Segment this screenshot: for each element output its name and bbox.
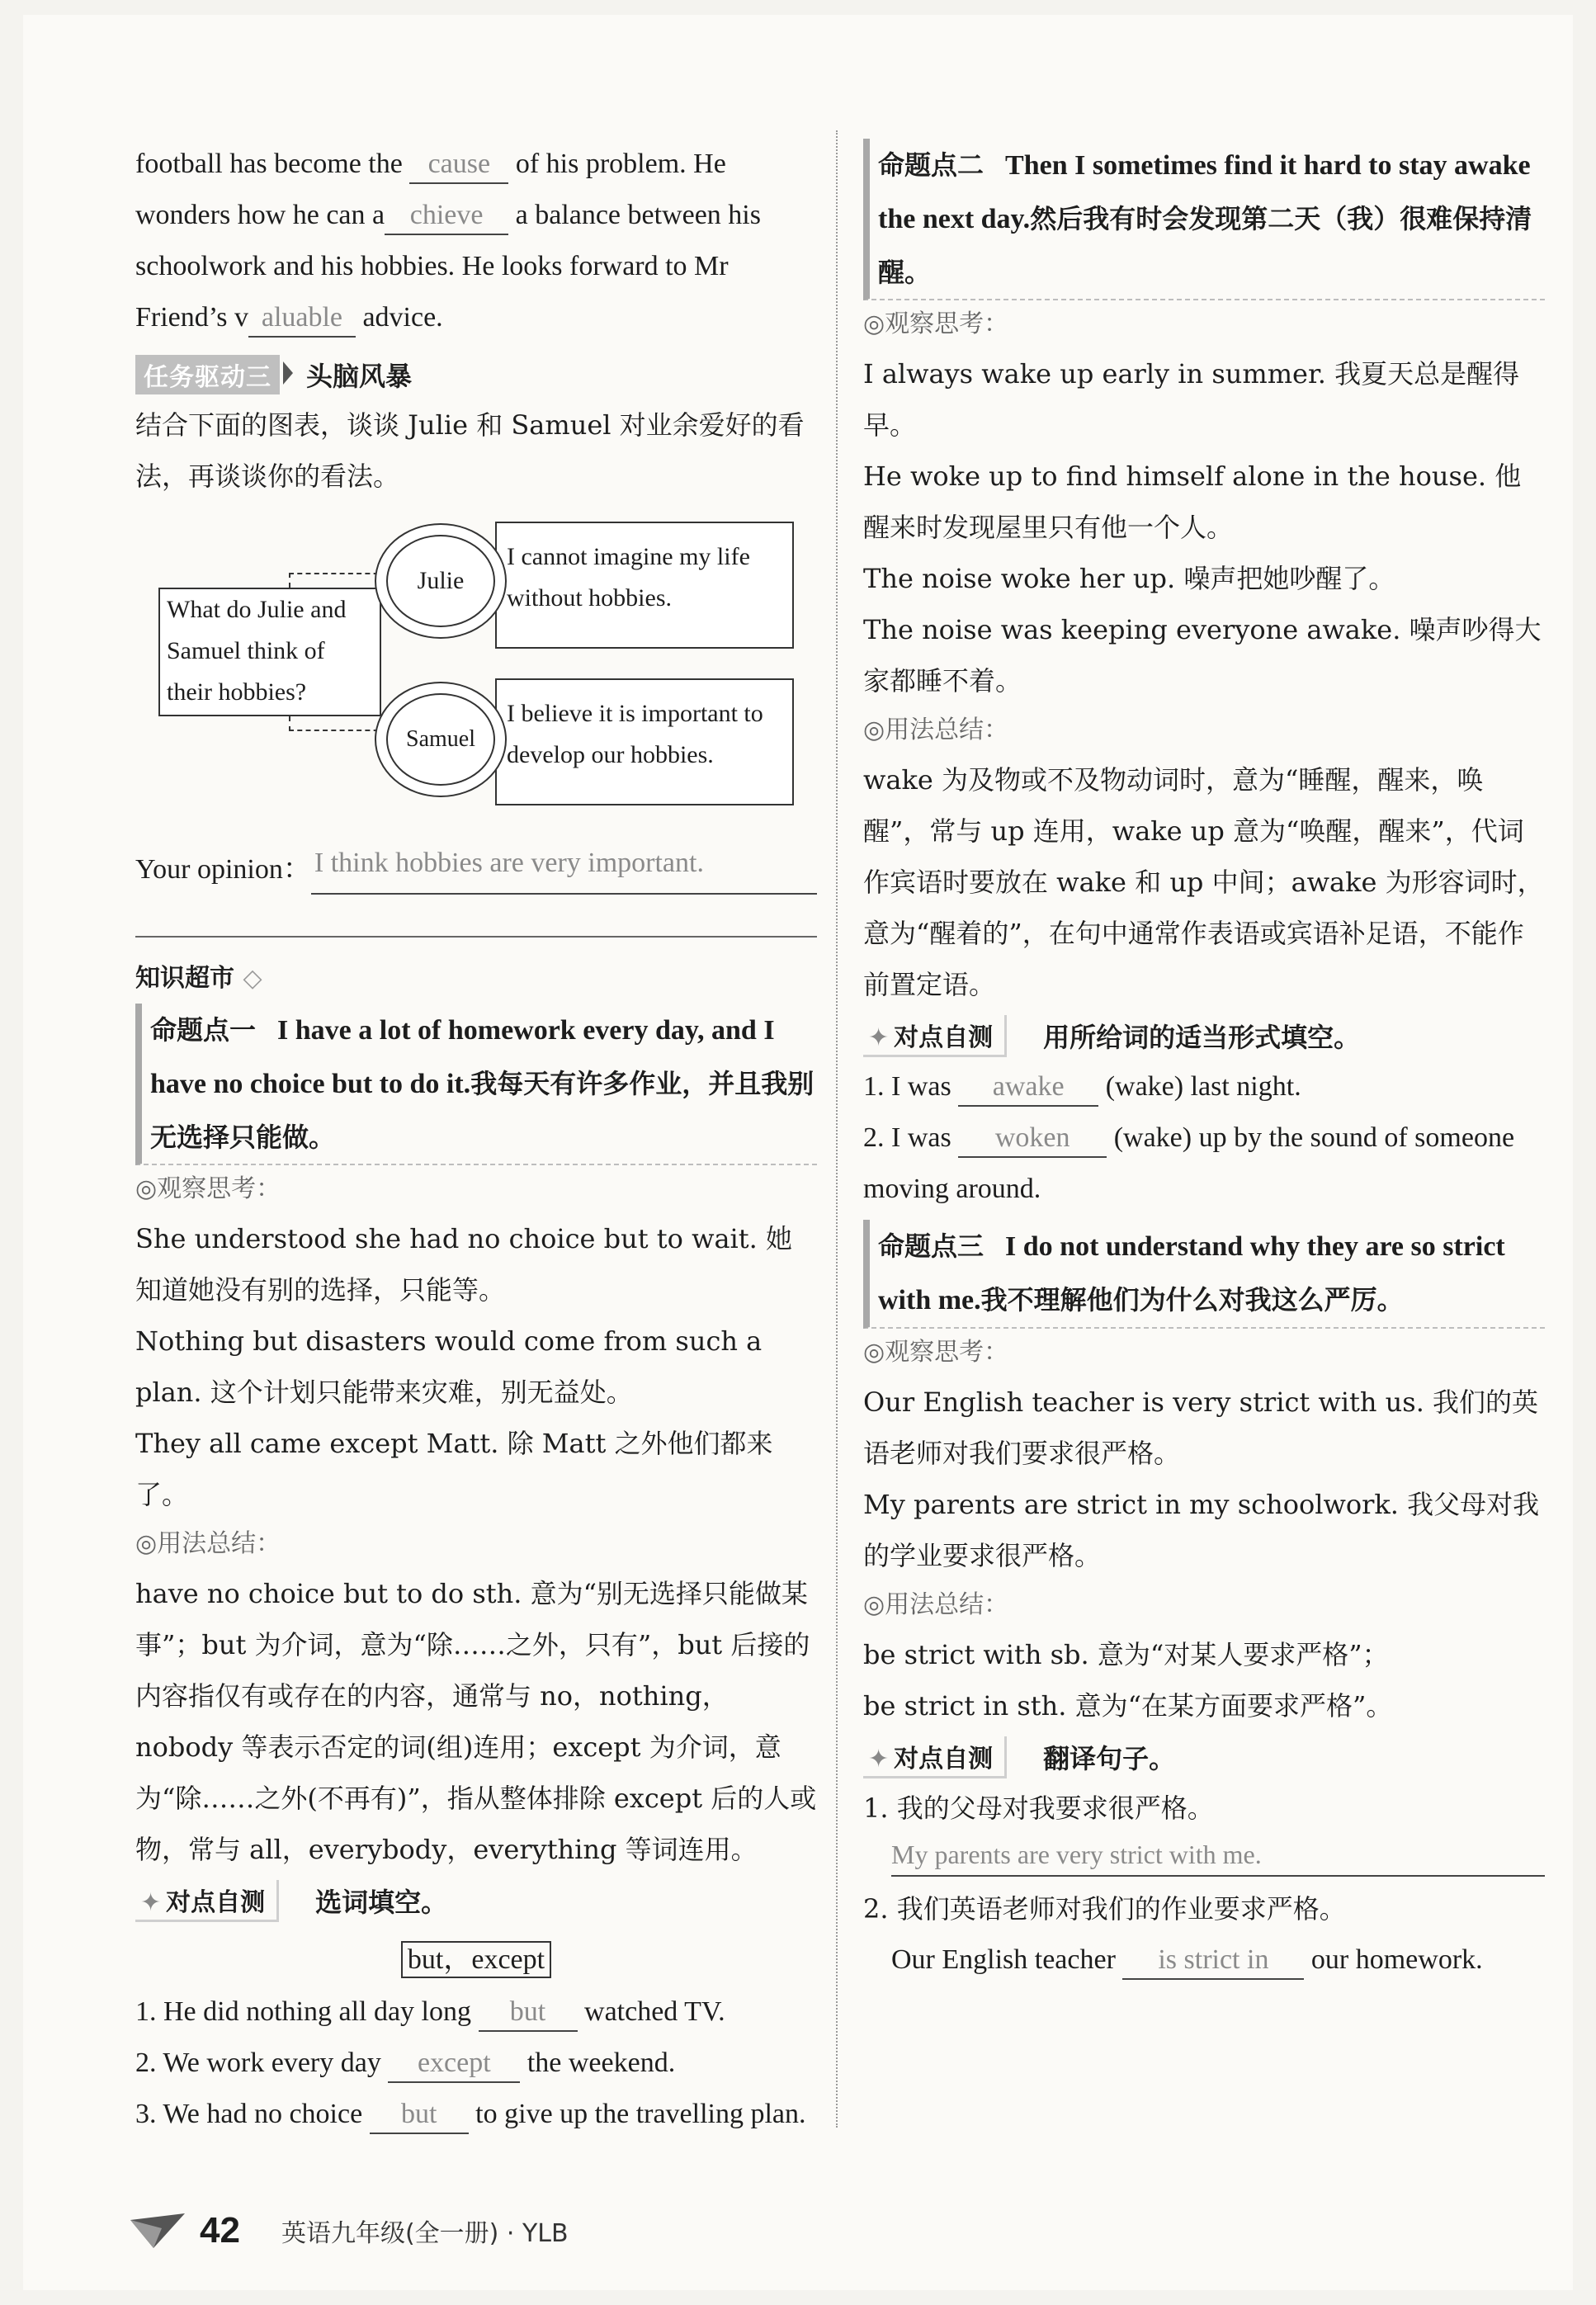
julie-ellipse [375,523,507,639]
topic-1-zh: 我每天有许多作业，并且我别无选择只能做。 [150,1068,815,1153]
connector-bottom-v [289,716,290,731]
paper-plane-icon [129,2210,187,2251]
exercise-answer: but [370,2096,469,2134]
observe-example-1: Our English teacher is very strict with us. 我们的英语老师对我们要求很严格。 [863,1386,1539,1469]
samuel-quote-box: I believe it is important to develop our hobbies. [495,678,794,805]
exercise-answer: awake [958,1069,1098,1107]
exercise-answer: woken [958,1120,1107,1158]
opinion-answer: I think hobbies are very important. [311,845,817,895]
knowledge-market-title: 知识超市 ◇ [135,964,262,993]
translation-question-1: 1. 我的父母对我要求很严格。 [863,1793,1214,1824]
right-column [863,139,1545,1986]
topic-1 [135,1004,817,1165]
usage-label: ◎用法总结： [863,1590,1009,1619]
topic-3-en: I do not understand why they are so strict with me. [878,1231,1505,1315]
samuel-name: Samuel [406,726,475,752]
exercise-item: 1. I was awake (wake) last night. [863,1061,1545,1112]
observe-example-2: My parents are strict in my schoolwork. 我父母对我的学业要求很严格。 [863,1489,1540,1571]
exercise-answer: except [388,2045,520,2083]
answer-achieve: chieve [385,197,508,235]
word-box: but，except [135,1936,817,1977]
topic-3-tag: 命题点三 [878,1230,985,1262]
self-test-tag: ✦ 对点自测 [863,1015,1007,1057]
sparkle-icon: ✦ [140,1887,162,1917]
workbook-page [23,15,1573,2290]
opinion-label: Your opinion： [135,854,311,885]
observe-example-1: She understood she had no choice but to wait. 她知道她没有别的选择，只能等。 [135,1223,792,1306]
sparkle-icon: ✦ [868,1023,890,1052]
julie-name: Julie [417,567,465,594]
usage-summary: have no choice but to do sth. 意为“别无选择只能做某事”；but 为介词，意为“除……之外，只有”，but 后接的内容指仅有或存在的内容，通常与 no，nothing，nobody 等表示否定的词(组)连用；except 为介词，意为“除……之外(不再有)”，指从整体排除 except 后的人或物，常与 all，everybody，everything 等词连用。 [135,1578,817,1865]
answer-cause: cause [409,146,508,184]
observe-example-4: The noise was keeping everyone awake. 噪声吵得大家都睡不着。 [863,614,1542,697]
page-footer [129,2210,569,2251]
self-test-tag: ✦ 对点自测 [863,1736,1007,1778]
observe-example-3: They all came except Matt. 除 Matt 之外他们都来了。 [135,1428,773,1510]
observe-example-2: Nothing but disasters would come from such a plan. 这个计划只能带来灾难，别无益处。 [135,1325,763,1408]
samuel-ellipse [375,682,507,797]
topic-2-en: Then I sometimes find it hard to stay awake the next day. [878,150,1531,234]
task-header [135,350,817,399]
self-test-instruction: 翻译句子。 [1043,1743,1176,1774]
julie-quote-box: I cannot imagine my life without hobbies. [495,522,794,649]
topic-3 [863,1220,1545,1329]
column-divider [836,130,838,2128]
usage-line-2: be strict in sth. 意为“在某方面要求严格”。 [863,1690,1393,1722]
diagram-question-box: What do Julie and Samuel think of their hobbies? [158,588,381,716]
topic-3-zh: 我不理解他们为什么对我这么严厉。 [980,1284,1404,1315]
self-test-instruction: 选词填空。 [315,1887,448,1918]
observe-label: ◎观察思考： [135,1174,281,1203]
usage-label: ◎用法总结： [135,1529,281,1558]
usage-label: ◎用法总结： [863,716,1009,744]
self-test-header [863,1731,1545,1783]
book-title: 英语九年级(全一册) · YLB [281,2219,569,2248]
self-test-header [863,1010,1545,1061]
translation-answer-1: My parents are very strict with me. [891,1834,1545,1877]
hobby-diagram [135,515,817,837]
observe-example-2: He woke up to find himself alone in the house. 他醒来时发现屋里只有他一个人。 [863,461,1522,543]
exercise-answer: but [479,1994,578,2032]
translation-answer-2: is strict in [1122,1942,1304,1980]
exercise-item: 1. He did nothing all day long but watched TV. [135,1986,817,2038]
observe-example-3: The noise woke her up. 噪声把她吵醒了。 [863,563,1395,594]
usage-line-1: be strict with sb. 意为“对某人要求严格”； [863,1639,1389,1670]
task-tag: 任务驱动三 [135,355,280,394]
observe-label: ◎观察思考： [863,309,1009,338]
observe-label: ◎观察思考： [863,1338,1009,1367]
exercise-item: 2. We work every day except the weekend. [135,2038,817,2089]
exercise-item: 3. We had no choice but to give up the travelling plan. [135,2089,817,2140]
usage-summary: wake 为及物或不及物动词时，意为“睡醒，醒来，唤醒”，常与 up 连用，wake up 意为“唤醒，醒来”，代词作宾语时要放在 wake 和 up 中间；awake 为形容词时，意为“醒着的”，在句中通常作表语或宾语补足语，不能作前置定语。 [863,764,1544,1000]
self-test-tag: ✦ 对点自测 [135,1880,279,1922]
intro-paragraph: football has become the cause of his problem. He wonders how he can a chieve a balance between his schoolwork and his hobbies. He looks forward to Mr Friend’s v aluable advice. [135,139,817,343]
observe-example-1: I always wake up early in summer. 我夏天总是醒得早。 [863,358,1520,441]
section-rule [135,936,817,938]
topic-2 [863,139,1545,300]
topic-1-tag: 命题点一 [150,1014,257,1046]
left-column [135,139,817,2140]
topic-1-en: I have a lot of homework every day, and I have no choice but to do it. [150,1015,775,1099]
topic-2-tag: 命题点二 [878,149,985,181]
self-test-header [135,1875,817,1926]
topic-2-zh: 然后我有时会发现第二天（我）很难保持清醒。 [878,203,1532,288]
translation-item-2: Our English teacher is strict in our homework. [863,1934,1545,1986]
answer-valuable: aluable [248,300,356,338]
connector-top-v [289,573,290,588]
your-opinion [135,845,817,895]
translation-question-2: 2. 我们英语老师对我们的作业要求严格。 [863,1893,1346,1925]
page-number: 42 [200,2210,240,2251]
task-title: 头脑风暴 [306,361,413,392]
task-instruction: 结合下面的图表，谈谈 Julie 和 Samuel 对业余爱好的看法，再谈谈你的看法。 [135,409,805,492]
sparkle-icon: ✦ [868,1744,890,1774]
diamond-icon: ◇ [243,964,262,993]
self-test-instruction: 用所给词的适当形式填空。 [1043,1022,1361,1053]
exercise-item: 2. I was woken (wake) up by the sound of someone moving around. [863,1112,1545,1215]
